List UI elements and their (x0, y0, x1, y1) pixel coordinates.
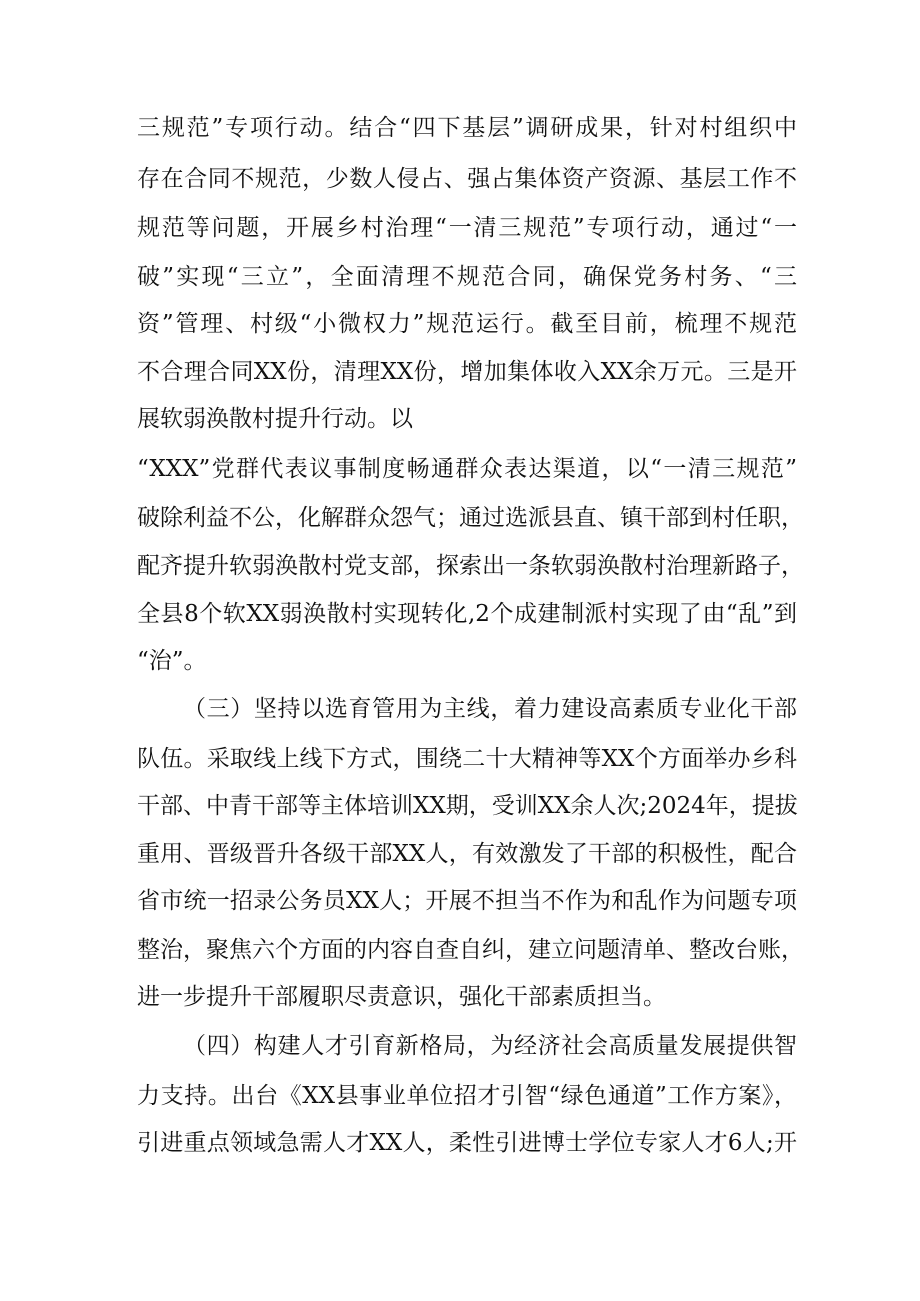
text-line: 配齐提升软弱涣散村党支部，探索出一条软弱涣散村治理新路子， (137, 553, 804, 579)
text-line: 队伍。采取线上线下方式，围绕二十大精神等XX个方面举办乡科 (137, 746, 797, 772)
text-line: 引进重点领域急需人才XX人，柔性引进博士学位专家人才6人;开 (137, 1130, 797, 1156)
text-line: “XXX”党群代表议事制度畅通群众表达渠道，以“一清三规范” (137, 456, 797, 482)
text-line: 三规范”专项行动。结合“四下基层”调研成果，针对村组织中 (137, 115, 797, 141)
section-heading-4: （四）构建人才引育新格局，为经济社会高质量发展提供智 (183, 1033, 797, 1059)
text-line: 重用、晋级晋升各级干部XX人，有效激发了干部的积极性，配合 (137, 841, 797, 867)
section-heading-3: （三）坚持以选育管用为主线，着力建设高素质专业化干部 (183, 696, 797, 722)
text-line: 整治，聚焦六个方面的内容自查自纠，建立问题清单、整改台账， (137, 937, 804, 963)
text-line: 省市统一招录公务员XX人；开展不担当不作为和乱作为问题专项 (137, 888, 797, 914)
text-line: 干部、中青干部等主体培训XX期，受训XX余人次;2024年，提拔 (137, 793, 798, 819)
text-line: 破”实现“三立”，全面清理不规范合同，确保党务村务、“三 (137, 264, 797, 290)
text-line: 展软弱涣散村提升行动。以 (137, 406, 413, 432)
text-line: “治”。 (137, 648, 207, 674)
text-line: 进一步提升干部履职尽责意识，强化干部素质担当。 (137, 984, 666, 1010)
text-line: 全县8个软XX弱涣散村实现转化,2个成建制派村实现了由“乱”到 (137, 601, 797, 627)
text-line: 破除利益不公，化解群众怨气；通过选派县直、镇干部到村任职， (137, 505, 804, 531)
text-line: 力支持。出台《XX县事业单位招才引智“绿色通道”工作方案》， (137, 1083, 797, 1109)
text-line: 存在合同不规范，少数人侵占、强占集体资产资源、基层工作不 (137, 166, 797, 192)
text-line: 不合理合同XX份，清理XX份，增加集体收入XX余万元。三是开 (137, 359, 797, 385)
text-line: 资”管理、村级“小微权力”规范运行。截至目前，梳理不规范 (137, 311, 797, 337)
text-line: 规范等问题，开展乡村治理“一清三规范”专项行动，通过“一 (137, 215, 797, 241)
